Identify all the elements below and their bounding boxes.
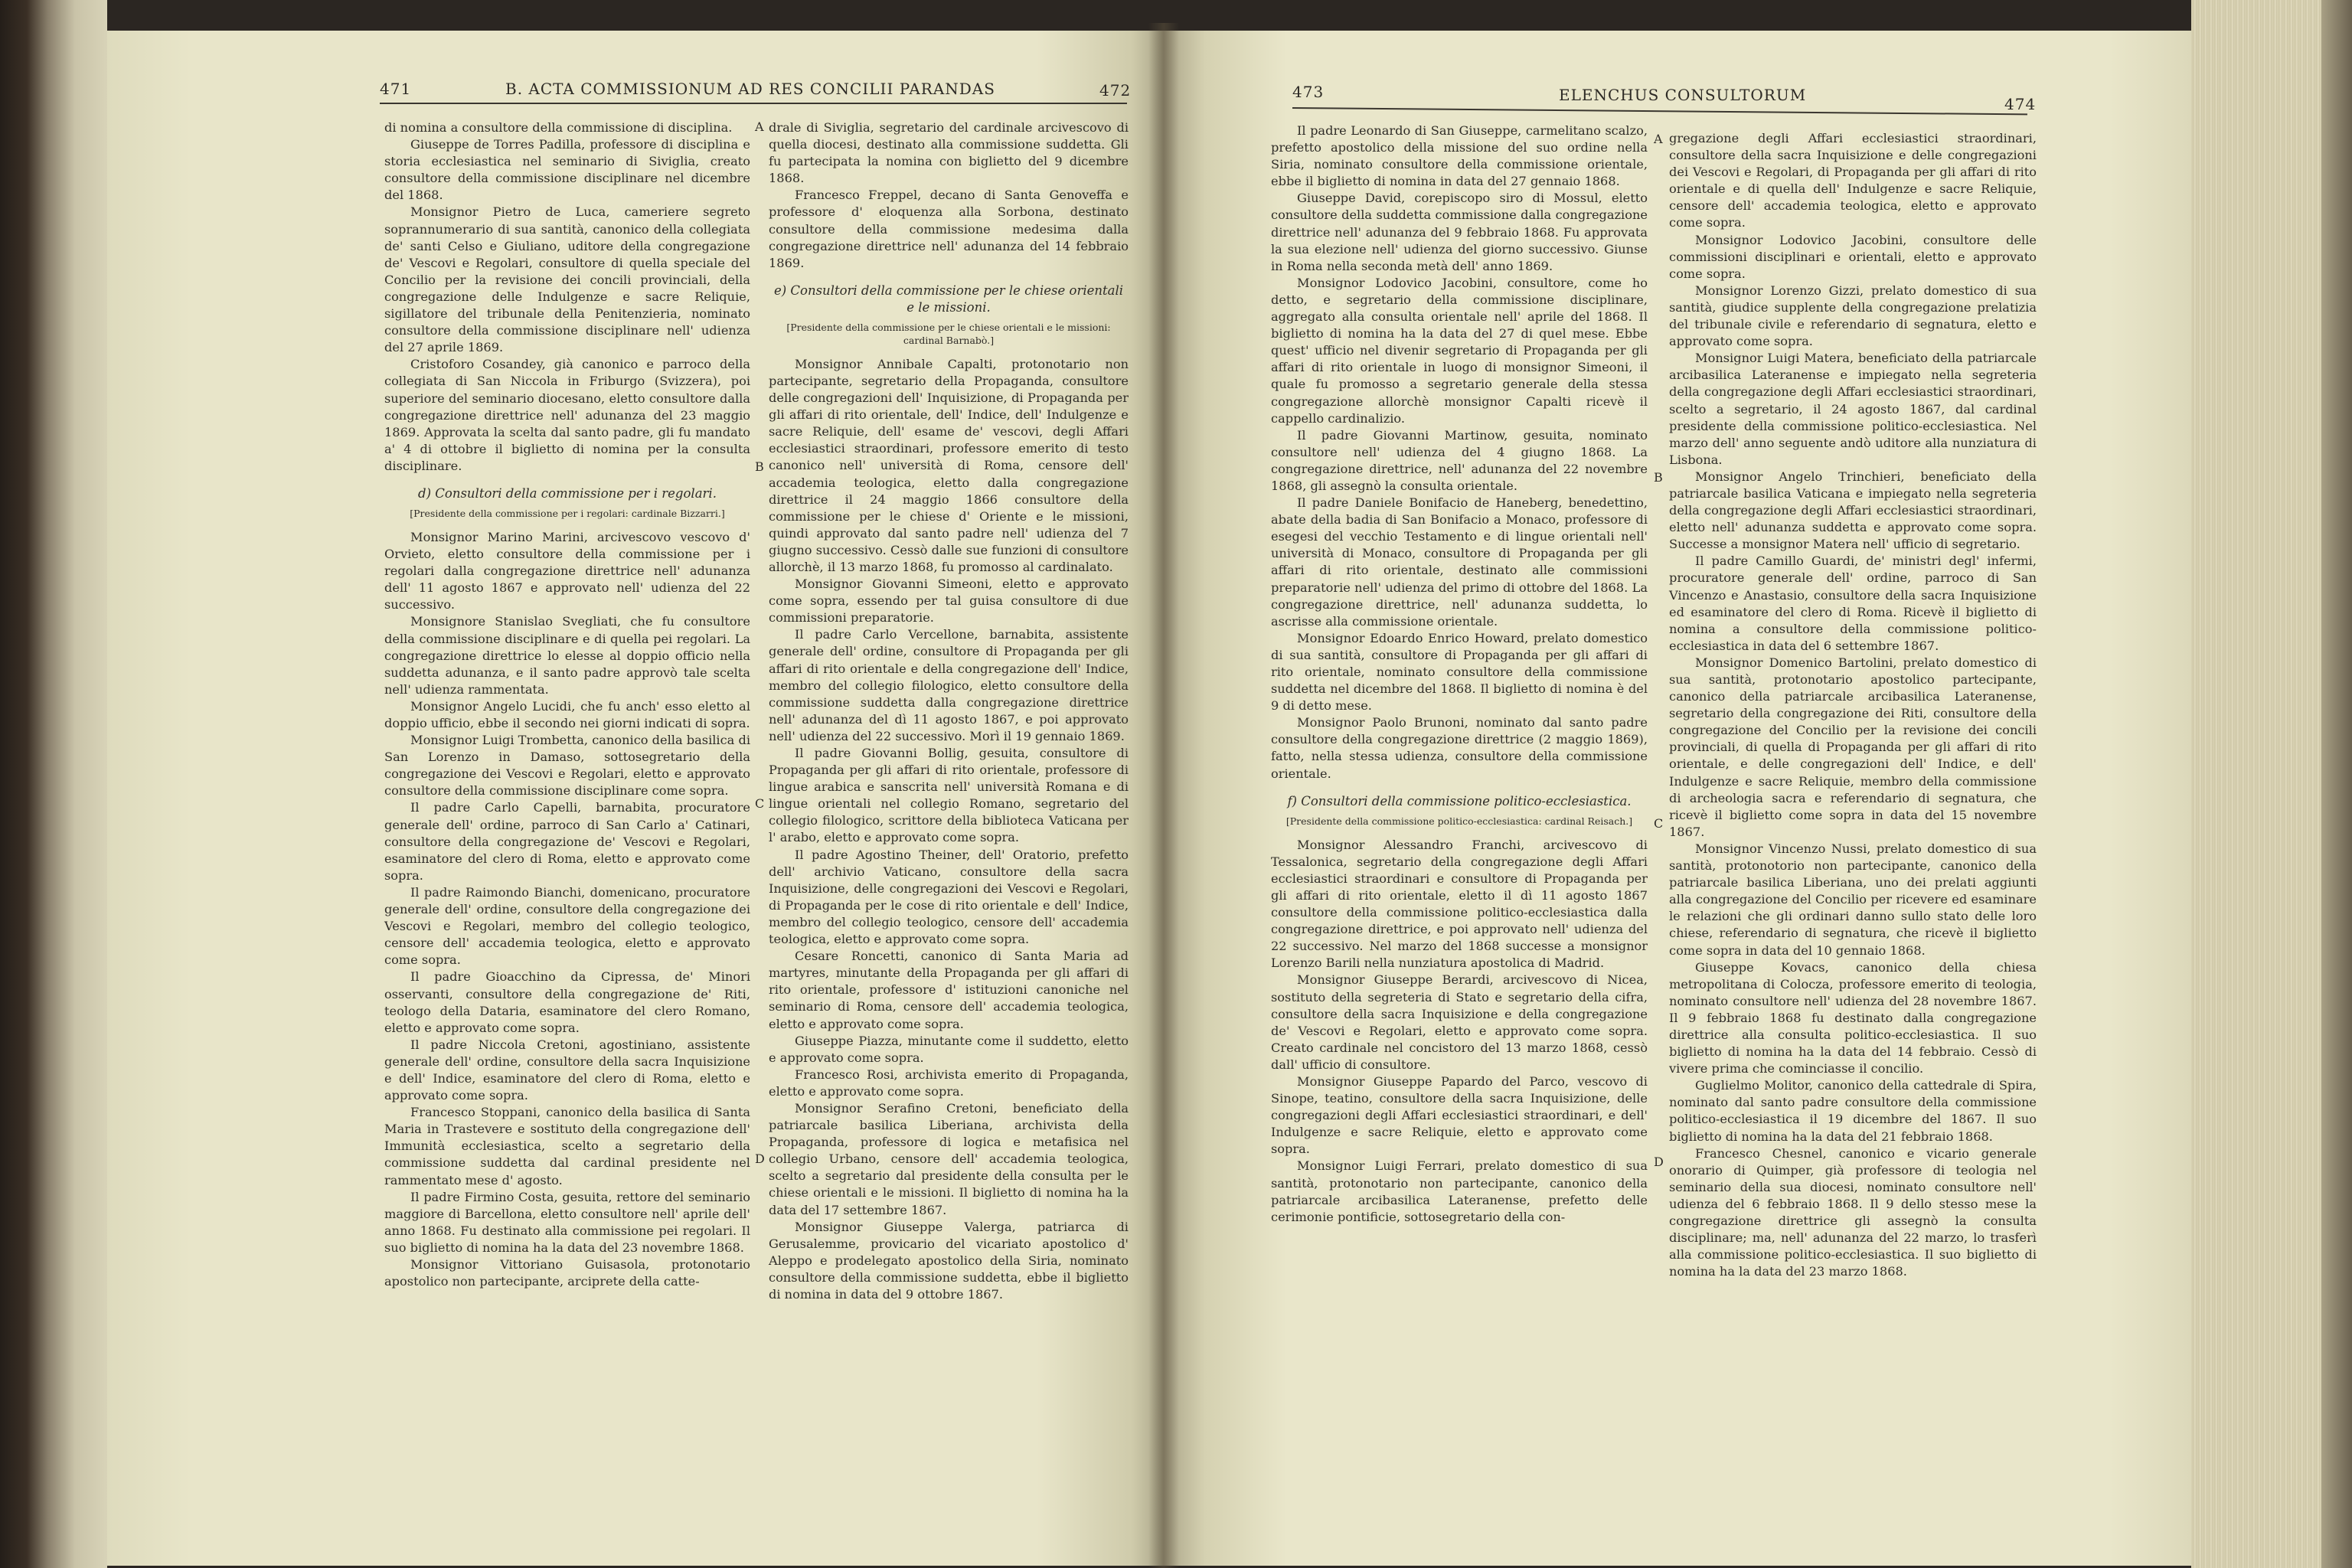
section-president-note: [Presidente della commissione per le chiese orientali e le missioni: cardinal Barnabò.] <box>786 321 1111 346</box>
page-number-472: 472 <box>1099 81 1132 100</box>
paragraph: Monsignor Serafino Cretoni, beneficiato della patriarcale basilica Liberiana, archivista della Propaganda, professore di logica e metafisica nel collegio Urbano, censore dell' accademia teologica, scelto a segretario dal presidente della consulta per le chiese orientali e le missioni. Il biglietto di nomina ha la data del 17 settembre 1867. <box>769 1100 1129 1217</box>
column-page-474 <box>1669 130 2037 1280</box>
section-heading-e: e) Consultori della commissione per le chiese orientali e le missioni. <box>773 283 1124 315</box>
paragraph: Il padre Daniele Bonifacio de Haneberg, benedettino, abate della badia di San Bonifacio a Monaco, professore di esegesi del vecchio Testamento e di lingue orientali nell' università di Monaco, consultore di Propaganda per gli affari di rito orientale, destinato alle commissioni preparatorie nell' udienza del primo di ottobre del 1868. La congregazione direttrice, nell' adunanza suddetta, lo ascrisse alla commissione orientale. <box>1271 495 1648 629</box>
paragraph: Monsignor Annibale Capalti, protonotario non partecipante, segretario della Propaganda, consultore delle congregazioni dell' Inquisizione, di Propaganda per gli affari di rito orientale, dell' Indice, dell' Indulgenze e sacre Reliquie, dell' esame de' vescovi, degli Affari ecclesiastici straordinari, professore emerito di testo canonico nell' università di Roma, censore dell' accademia teologica, eletto dalla congregazione direttrice il 24 maggio 1866 consultore della commissione per le chiese d' Oriente e le missioni, quindi approvato dal santo padre nell' udienza del 7 giugno successivo. Cessò dalle sue funzioni di consultore allorchè, il 13 marzo 1868, fu promosso al cardinalato. <box>769 356 1129 574</box>
paragraph: Monsignor Giuseppe Berardi, arcivescovo di Nicea, sostituto della segreteria di Stato e segretario della cifra, consultore della sacra Inquisizione e della congregazione de' Vescovi e Regolari, eletto e approvato come sopra. Creato cardinale nel concistoro del 13 marzo 1868, cessò dall' ufficio di consultore. <box>1271 972 1648 1072</box>
margin-letter-d-right: D <box>1654 1155 1664 1169</box>
paragraph: di nomina a consultore della commissione di disciplina. <box>384 120 733 135</box>
section-heading-d: d) Consultori della commissione per i regolari. <box>418 485 717 501</box>
section-president-note: [Presidente della commissione politico-ecclesiastica: cardinal Reisach.] <box>1285 815 1633 827</box>
paragraph: Il padre Carlo Capelli, barnabita, procuratore generale dell' ordine, parroco di San Carlo a' Catinari, consultore della congregazione de' Vescovi e Regolari, esaminatore del clero di Roma, eletto e approvato come sopra. <box>384 800 750 883</box>
column-page-472 <box>769 119 1129 1303</box>
paragraph: Cesare Roncetti, canonico di Santa Maria ad martyres, minutante della Propaganda per gli affari di rito orientale, professore d' istituzioni canoniche nel seminario di Roma, censore dell' accademia teologica, eletto e approvato come sopra. <box>769 949 1129 1031</box>
book-edge-left <box>0 0 107 1568</box>
paragraph: Il padre Camillo Guardi, de' ministri degl' infermi, procuratore generale dell' ordine, parroco di San Vincenzo e Anastasio, consultore della sacra Inquisizione ed esaminatore del clero di Roma. Ricevè il biglietto di nomina a consultore della commissione politico-ecclesiastica in data del 6 settembre 1867. <box>1669 554 2037 653</box>
paragraph: Il padre Raimondo Bianchi, domenicano, procuratore generale dell' ordine, consultore della congregazione dei Vescovi e Regolari, membro del collegio teologico, censore dell' accademia teologica, eletto e approvato come sopra. <box>384 884 750 968</box>
paragraph: Francesco Freppel, decano di Santa Genoveffa e professore d' eloquenza alla Sorbona, destinato consultore della commissione medesima dalla congregazione direttrice nell' adunanza del 14 febbraio 1869. <box>769 188 1129 270</box>
page-number-471: 471 <box>380 80 412 98</box>
paragraph: Monsignor Edoardo Enrico Howard, prelato domestico di sua santità, consultore di Propaganda per gli affari di rito orientale, nominato consultore della commissione suddetta nel dicembre del 1868. Il biglietto di nomina è del 9 di detto mese. <box>1271 630 1648 714</box>
paragraph: Monsignor Giovanni Simeoni, eletto e approvato come sopra, essendo per tal guisa consultore di due commissioni preparatorie. <box>769 577 1129 626</box>
paragraph: Monsignor Lodovico Jacobini, consultore delle commissioni disciplinari e orientali, eletto e approvato come sopra. <box>1669 232 2037 281</box>
column-page-471 <box>384 119 750 1290</box>
paragraph: Giuseppe Piazza, minutante come il suddetto, eletto e approvato come sopra. <box>769 1033 1129 1065</box>
column-page-473 <box>1271 122 1648 1226</box>
running-title-left: B. ACTA COMMISSIONUM AD RES CONCILII PARANDAS <box>505 80 995 98</box>
paragraph: Monsignor Giuseppe Papardo del Parco, vescovo di Sinope, teatino, consultore della sacra Inquisizione, delle congregazioni degli Affari ecclesiastici straordinari, e dell' Indulgenze e sacre Reliquie, eletto e approvato come sopra. <box>1271 1073 1648 1157</box>
paragraph: Monsignor Lorenzo Gizzi, prelato domestico di sua santità, giudice supplente della congregazione prelatizia del tribunale civile e referendario di segnatura, eletto e approvato come sopra. <box>1669 283 2037 349</box>
paragraph: Monsignor Paolo Brunoni, nominato dal santo padre consultore della congregazione direttrice (2 maggio 1869), fatto, nella stessa udienza, consultore della commissione orientale. <box>1271 715 1648 781</box>
margin-letter-c-left: C <box>755 796 765 811</box>
paragraph: Giuseppe de Torres Padilla, professore di disciplina e storia ecclesiastica nel seminario di Siviglia, creato consultore della commissione disciplinare nel dicembre del 1868. <box>384 137 750 203</box>
paragraph: Francesco Stoppani, canonico della basilica di Santa Maria in Trastevere e sostituto della congregazione dell' Immunità ecclesiastica, scelto a segretario della commissione suddetta dal cardinal presidente nel rammentato mese d' agosto. <box>384 1105 750 1187</box>
paragraph: Il padre Giovanni Martinow, gesuita, nominato consultore nell' udienza del 4 giugno 1868. La congregazione direttrice, nell' adunanza del 22 novembre 1868, gli assegnò la consulta orientale. <box>1271 427 1648 493</box>
paragraph: Giuseppe David, corepiscopo siro di Mossul, eletto consultore della suddetta commissione dalla congregazione direttrice nell' adunanza del 9 febbraio 1868. Fu approvata la sua elezione nell' udienza del giorno successivo. Giunse in Roma nella seconda metà dell' anno 1869. <box>1271 191 1648 273</box>
section-president-note: [Presidente della commissione per i regolari: cardinale Bizzarri.] <box>410 507 725 519</box>
margin-letter-b-left: B <box>755 459 764 474</box>
paragraph: Monsignor Lodovico Jacobini, consultore, come ho detto, e segretario della commissione disciplinare, aggregato alla consulta orientale nell' aprile del 1868. Il biglietto di nomina ha la data del 27 di quel mese. Ebbe quest' ufficio nel divenir segretario di Propaganda per gli affari di rito orientale in luogo di monsignor Simeoni, il quale fu promosso a segretario generale della stessa congregazione allorchè monsignor Capalti ricevè il cappello cardinalizio. <box>1271 275 1648 426</box>
running-title-right: ELENCHUS CONSULTORUM <box>1559 86 1807 104</box>
section-heading-f: f) Consultori della commissione politico-ecclesiastica. <box>1287 793 1632 808</box>
paragraph: Monsignor Vittoriano Guisasola, protonotario apostolico non partecipante, arciprete della catte- <box>384 1257 750 1289</box>
margin-letter-d-left: D <box>755 1152 765 1166</box>
page-number-474: 474 <box>2004 95 2037 113</box>
book-gutter <box>1148 23 1179 1568</box>
margin-letter-c-right: C <box>1654 816 1664 831</box>
paragraph: Monsignor Angelo Lucidi, che fu anch' esso eletto al doppio ufficio, ebbe il secondo nei giorni indicati di sopra. <box>384 698 750 730</box>
paragraph: drale di Siviglia, segretario del cardinale arcivescovo di quella diocesi, destinato alla commissione suddetta. Gli fu partecipata la nomina con biglietto del 9 dicembre 1868. <box>769 120 1129 186</box>
paragraph: gregazione degli Affari ecclesiastici straordinari, consultore della sacra Inquisizione e delle congregazioni dei Vescovi e Regolari, di Propaganda per gli affari di rito orientale e di quella dell' Indulgenze e sacre Reliquie, censore dell' accademia teologica, eletto e approvato come sopra. <box>1669 131 2037 230</box>
paragraph: Il padre Niccola Cretoni, agostiniano, assistente generale dell' ordine, consultore della sacra Inquisizione e dell' Indice, esaminatore del clero di Roma, eletto e approvato come sopra. <box>384 1037 750 1103</box>
paragraph: Monsignor Luigi Matera, beneficiato della patriarcale arcibasilica Lateranense e impiegato nella segreteria della congregazione degli Affari ecclesiastici straordinari, scelto a segretario, il 24 agosto 1867, dal cardinal presidente della commissione politico-ecclesiastica. Nel marzo dell' anno seguente andò uditore alla nunziatura di Lisbona. <box>1669 351 2037 467</box>
paragraph: Francesco Chesnel, canonico e vicario generale onorario di Quimper, già professore di teologia nel seminario della sua diocesi, nominato consultore nell' udienza del 6 febbraio 1868. Il 9 dello stesso mese la congregazione direttrice gli assegnò la consulta disciplinare; ma, nell' adunanza del 22 marzo, lo trasferì alla commissione politico-ecclesiastica. Il suo biglietto di nomina ha la data del 23 marzo 1868. <box>1669 1145 2037 1279</box>
book-edge-right <box>2191 0 2352 1568</box>
paragraph: Monsignor Luigi Trombetta, canonico della basilica di San Lorenzo in Damaso, sottosegretario della congregazione dei Vescovi e Regolari, eletto e approvato consultore della commissione disciplinare come sopra. <box>384 733 751 799</box>
header-rule-left <box>380 103 1127 104</box>
paragraph: Monsignor Giuseppe Valerga, patriarca di Gerusalemme, provicario del vicariato apostolico d' Aleppo e prodelegato apostolico della Siria, nominato consultore della commissione suddetta, ebbe il biglietto di nomina in data del 9 ottobre 1867. <box>769 1219 1129 1302</box>
margin-letter-b-right: B <box>1654 470 1663 485</box>
paragraph: Monsignor Luigi Ferrari, prelato domestico di sua santità, protonotario non partecipante, canonico della patriarcale arcibasilica Lateranense, prefetto delle cerimonie pontificie, sottosegretario della con- <box>1271 1158 1648 1224</box>
margin-letter-a-right: A <box>1654 132 1663 146</box>
paragraph: Cristoforo Cosandey, già canonico e parroco della collegiata di San Niccola in Friburgo (Svizzera), poi superiore del seminario diocesano, eletto consultore dalla congregazione direttrice nell' adunanza del 23 maggio 1869. Approvata la scelta dal santo padre, gli fu mandato a' 4 di ottobre il biglietto di nomina per la consulta disciplinare. <box>384 357 750 473</box>
paragraph: Monsignor Angelo Trinchieri, beneficiato della patriarcale basilica Vaticana e impiegato nella segreteria della congregazione degli Affari ecclesiastici straordinari, eletto nell' adunanza suddetta e approvato come sopra. Successe a monsignor Matera nell' ufficio di segretario. <box>1669 469 2037 552</box>
paragraph: Giuseppe Kovacs, canonico della chiesa metropolitana di Colocza, professore emerito di teologia, nominato consultore nell' udienza del 28 novembre 1867. Il 9 febbraio 1868 fu destinato dalla congregazione direttrice alla consulta politico-ecclesiastica. Il suo biglietto di nomina ha la data del 14 febbraio. Cessò di vivere prima che cominciasse il concilio. <box>1669 959 2037 1076</box>
paragraph: Monsignor Pietro de Luca, cameriere segreto soprannumerario di sua santità, canonico della collegiata de' santi Celso e Giuliano, uditore della congregazione de' Vescovi e Regolari, consultore di quella speciale del Concilio per la revisione dei concili provinciali, della congregazione delle Indulgenze e sacre Reliquie, sigillatore del tribunale della Penitenzieria, nominato consultore della commissione disciplinare nell' udienza del 27 aprile 1869. <box>384 204 750 355</box>
paragraph: Monsignore Stanislao Svegliati, che fu consultore della commissione disciplinare e di quella pei regolari. La congregazione direttrice lo elesse al doppio officio nella suddetta adunanza, e il santo padre approvò tale scelta nell' udienza rammentata. <box>384 614 750 697</box>
paragraph: Il padre Firmino Costa, gesuita, rettore del seminario maggiore di Barcellona, eletto consultore nell' aprile dell' anno 1868. Fu destinato alla commissione pei regolari. Il suo biglietto di nomina ha la data del 23 novembre 1868. <box>384 1189 750 1255</box>
paragraph: Guglielmo Molitor, canonico della cattedrale di Spira, nominato dal santo padre consultore della commissione politico-ecclesiastica il 19 dicembre del 1867. Il suo biglietto di nomina ha la data del 21 febbraio 1868. <box>1669 1078 2037 1144</box>
margin-letter-a-left: A <box>755 119 764 134</box>
paragraph: Il padre Agostino Theiner, dell' Oratorio, prefetto dell' archivio Vaticano, consultore della sacra Inquisizione, delle congregazioni dei Vescovi e Regolari, di Propaganda per le cose di rito orientale e dell' Indice, membro del collegio teologico, censore dell' accademia teologica, eletto e approvato come sopra. <box>769 847 1129 947</box>
paragraph: Monsignor Marino Marini, arcivescovo vescovo d' Orvieto, eletto consultore della commissione per i regolari dalla congregazione direttrice nell' adunanza dell' 11 agosto 1867 e approvato nell' udienza del 22 successivo. <box>384 529 750 612</box>
paragraph: Il padre Carlo Vercellone, barnabita, assistente generale dell' ordine, consultore di Propaganda per gli affari di rito orientale e della congregazione dell' Indice, membro del collegio filologico, eletto consultore della commissione suddetta dalla congregazione direttrice nell' adunanza del dì 11 agosto 1867, e poi approvato nell' udienza del 22 successivo. Morì il 19 gennaio 1869. <box>769 627 1129 743</box>
paragraph: Francesco Rosi, archivista emerito di Propaganda, eletto e approvato come sopra. <box>769 1067 1129 1099</box>
paragraph: Il padre Gioacchino da Cipressa, de' Minori osservanti, consultore della congregazione de' Riti, teologo della Dataria, esaminatore del clero Romano, eletto e approvato come sopra. <box>384 969 750 1035</box>
paragraph: Il padre Leonardo di San Giuseppe, carmelitano scalzo, prefetto apostolico della missione del suo ordine nella Siria, nominato consultore della commissione orientale, ebbe il biglietto di nomina in data del 27 gennaio 1868. <box>1271 123 1648 189</box>
paragraph: Monsignor Alessandro Franchi, arcivescovo di Tessalonica, segretario della congregazione degli Affari ecclesiastici straordinari e consultore di Propaganda per gli affari di rito orientale, eletto il dì 11 agosto 1867 consultore della commissione politico-ecclesiastica dalla congregazione direttrice, e poi approvato nell' udienza del 22 successivo. Nel marzo del 1868 successe a monsignor Lorenzo Barili nella nunziatura apostolica di Madrid. <box>1271 837 1648 971</box>
paragraph: Monsignor Domenico Bartolini, prelato domestico di sua santità, protonotario apostolico partecipante, canonico della patriarcale arcibasilica Lateranense, segretario della congregazione dei Riti, consultore della congregazione del Concilio per la revisione dei concili provinciali, di quella di Propaganda per gli affari di rito orientale, e delle congregazioni dell' Indice, e dell' Indulgenze e sacre Reliquie, membro della commissione di archeologia sacra e referendario di segnatura, che ricevè il biglietto come sopra in data del 15 novembre 1867. <box>1669 655 2037 839</box>
page-number-473: 473 <box>1292 83 1325 101</box>
paragraph: Monsignor Vincenzo Nussi, prelato domestico di sua santità, protonotorio non partecipante, canonico della patriarcale basilica Liberiana, uno dei prelati aggiunti alla congregazione del Concilio per ricevere ed esaminare le relazioni che gli ordinari danno sullo stato delle loro chiese, referendario di segnatura, che ricevè il biglietto come sopra in data del 10 gennaio 1868. <box>1669 841 2037 958</box>
paragraph: Il padre Giovanni Bollig, gesuita, consultore di Propaganda per gli affari di rito orientale, professore di lingue arabica e sanscrita nell' università Romana e di lingue orientali nel collegio Romano, segretario del collegio filologico, scrittore della biblioteca Vaticana per l' arabo, eletto e approvato come sopra. <box>769 746 1129 845</box>
